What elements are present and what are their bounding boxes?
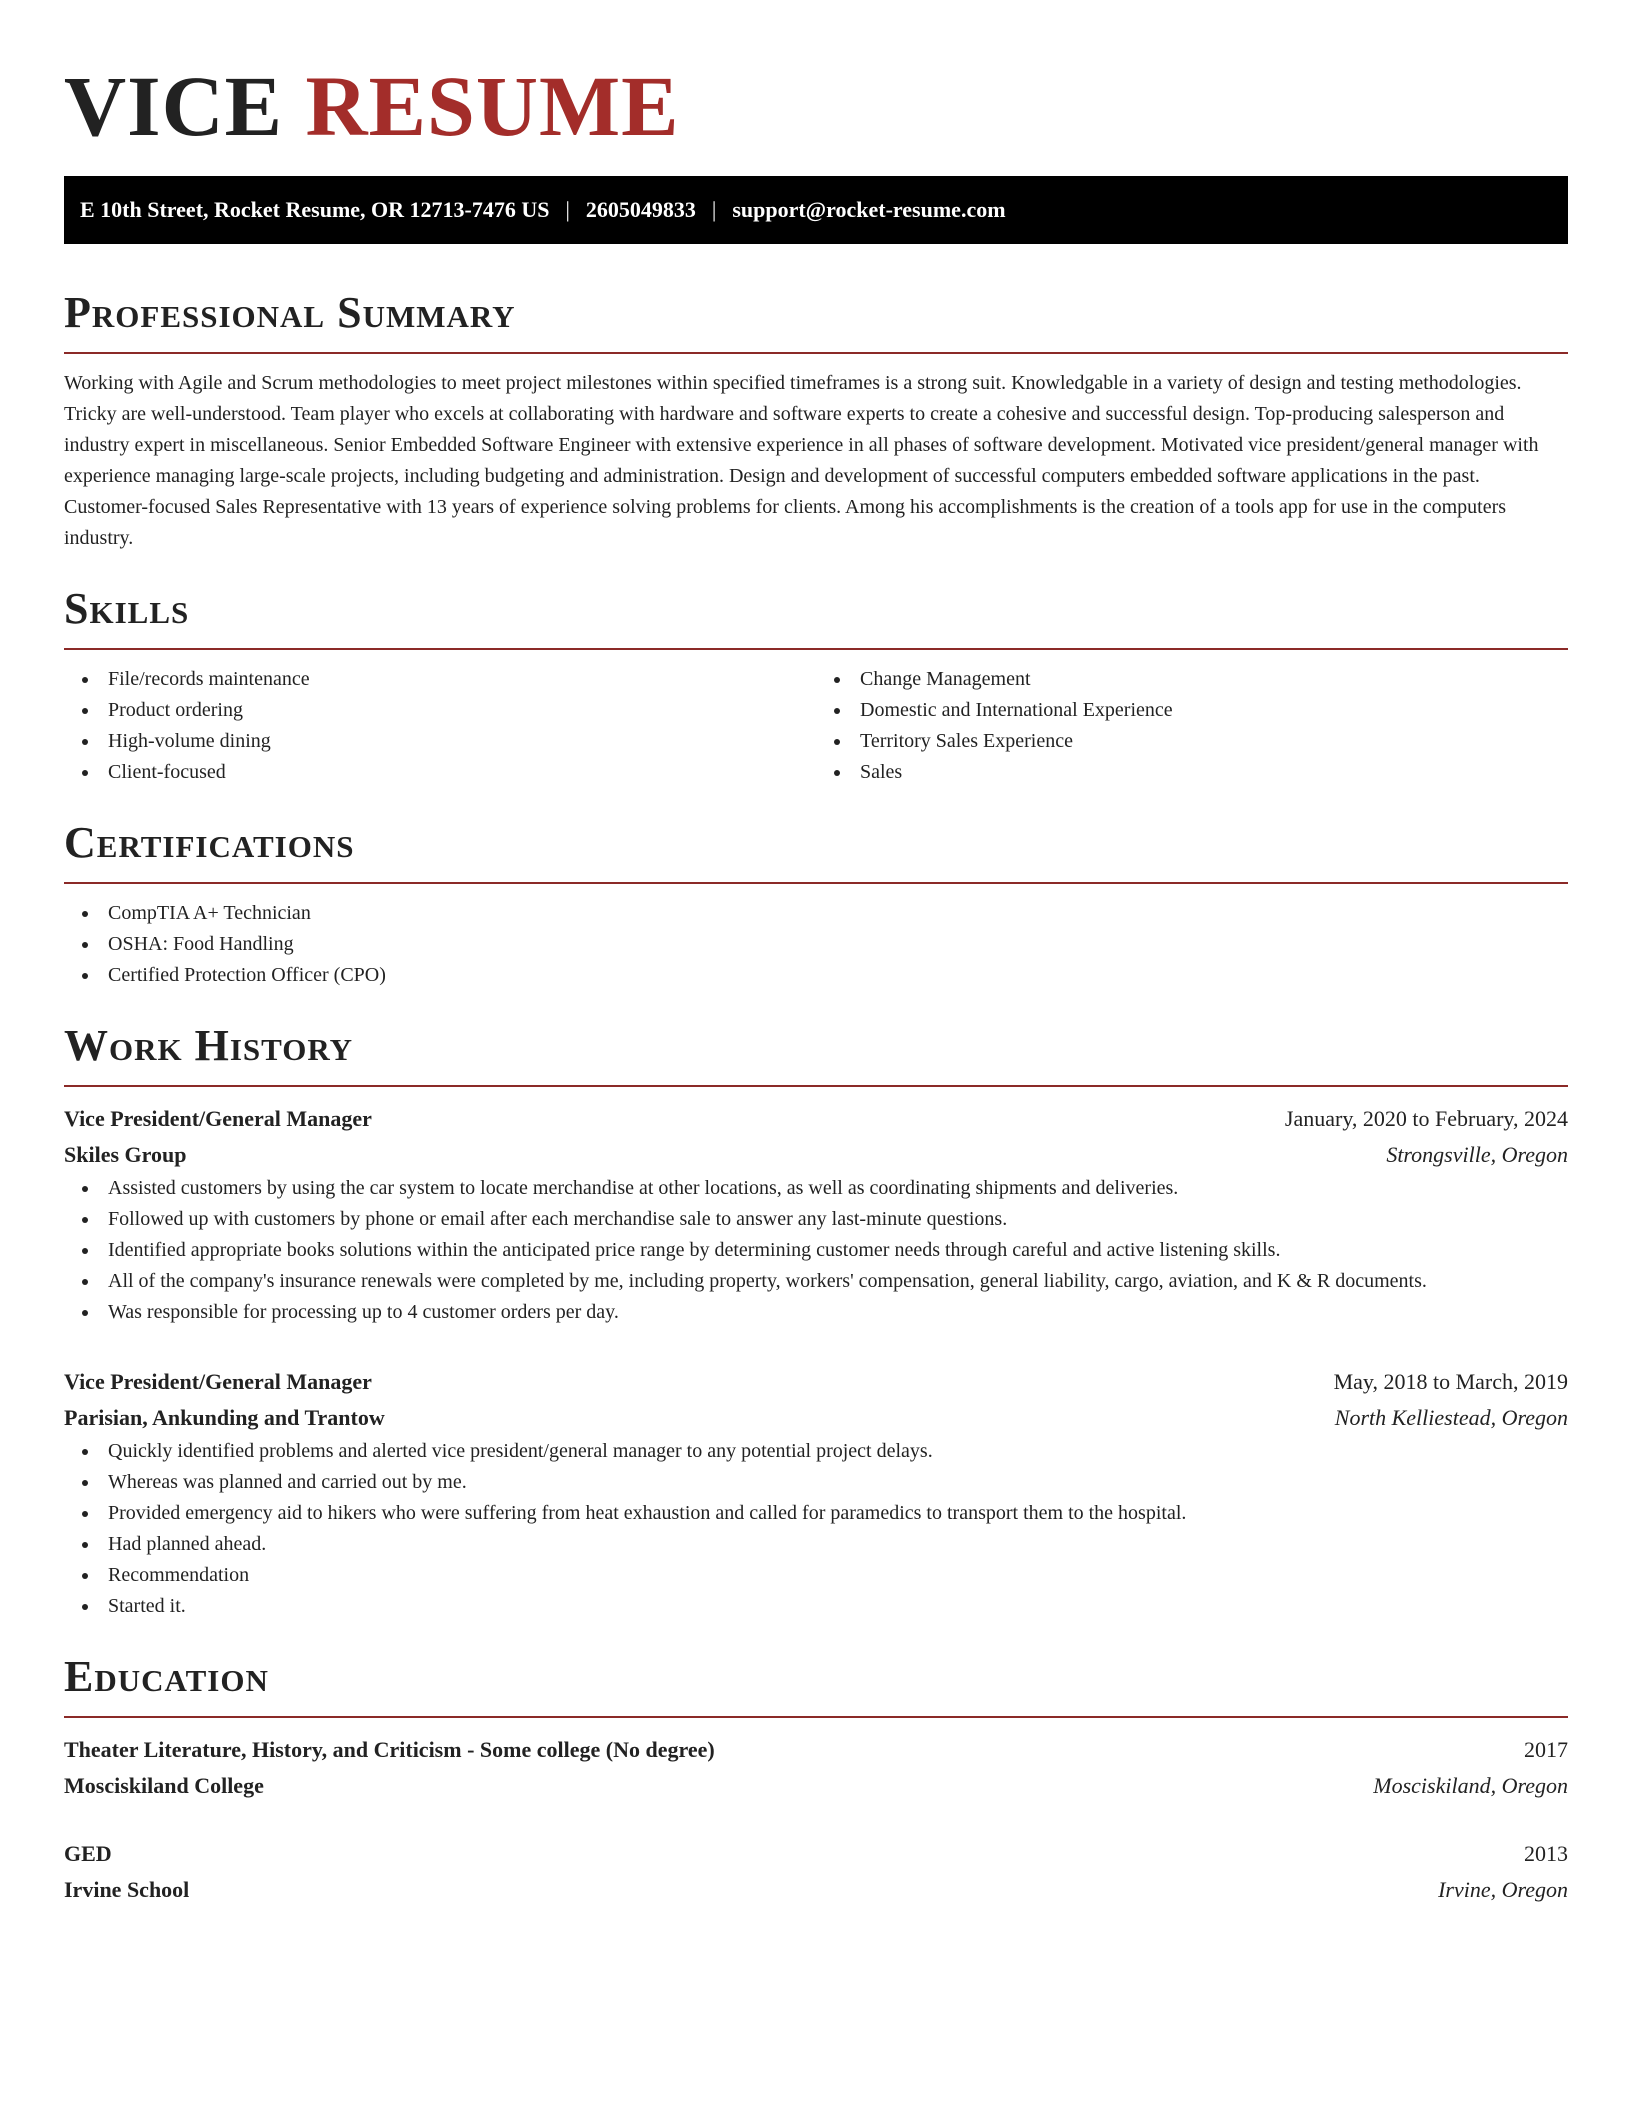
job-role: Vice President/General Manager [64,1106,372,1131]
job-bullet: Provided emergency aid to hikers who were suffering from heat exhaustion and called for paramedics to transport them to the hospital. [108,1498,1568,1529]
education-year: 2017 [1524,1737,1568,1762]
education-section [64,1652,1568,1908]
first-name: VICE [64,58,284,154]
job-bullet: Assisted customers by using the car system to locate merchandise at other locations, as well as coordinating shipments and deliveries. [108,1173,1568,1204]
education-subheader [64,1768,1568,1804]
education-entry [64,1836,1568,1908]
section-title: Professional Summary [64,288,516,337]
job-header [64,1364,1568,1400]
job-dates: May, 2018 to March, 2019 [1333,1369,1568,1394]
skill-item: Sales [860,757,1568,788]
section-divider [64,1085,1568,1087]
section-title: Education [64,1652,269,1701]
job-bullets [64,1436,1568,1622]
education-location: Irvine, Oregon [1438,1877,1568,1902]
skill-item: Change Management [860,664,1568,695]
contact-address: E 10th Street, Rocket Resume, OR 12713-7476 US [80,197,550,222]
section-title: Certifications [64,818,355,867]
last-name: RESUME [305,58,680,154]
education-header [64,1732,1568,1768]
job-header [64,1101,1568,1137]
job-bullet: Had planned ahead. [108,1529,1568,1560]
job-bullet: Followed up with customers by phone or email after each merchandise sale to answer any last-minute questions. [108,1204,1568,1235]
job-location: North Kelliestead, Oregon [1334,1405,1568,1430]
job-role: Vice President/General Manager [64,1369,372,1394]
education-school: Mosciskiland College [64,1773,264,1798]
section-divider [64,352,1568,354]
section-divider [64,882,1568,884]
section-divider [64,1716,1568,1718]
education-degree: Theater Literature, History, and Criticism - Some college (No degree) [64,1737,715,1762]
work-history-section [64,1021,1568,1622]
job-bullets [64,1173,1568,1328]
skills-list-right [816,664,1568,788]
job-subheader [64,1400,1568,1436]
certification-item: CompTIA A+ Technician [108,898,1568,929]
section-title: Work History [64,1021,354,1070]
education-location: Mosciskiland, Oregon [1373,1773,1568,1798]
skills-list-left [64,664,816,788]
job-bullet: Quickly identified problems and alerted vice president/general manager to any potential project delays. [108,1436,1568,1467]
education-school: Irvine School [64,1877,190,1902]
job-subheader [64,1137,1568,1173]
job-company: Parisian, Ankunding and Trantow [64,1405,385,1430]
skills-grid [64,664,1568,788]
education-subheader [64,1872,1568,1908]
skill-item: File/records maintenance [108,664,816,695]
contact-bar [64,176,1568,244]
education-entry [64,1732,1568,1804]
contact-phone: 2605049833 [585,197,696,222]
section-title: Skills [64,584,190,633]
skill-item: Client-focused [108,757,816,788]
contact-separator: | [711,197,717,222]
resume-name [64,56,1568,156]
education-header [64,1836,1568,1872]
education-year: 2013 [1524,1841,1568,1866]
job-bullet: Recommendation [108,1560,1568,1591]
skill-item: Territory Sales Experience [860,726,1568,757]
job-dates: January, 2020 to February, 2024 [1284,1106,1568,1131]
contact-separator: | [565,197,570,222]
skill-item: Product ordering [108,695,816,726]
certifications-list [64,898,1568,991]
job-entry [64,1101,1568,1328]
certification-item: OSHA: Food Handling [108,929,1568,960]
job-bullet: Started it. [108,1591,1568,1622]
summary-text: Working with Agile and Scrum methodologies to meet project milestones within specified timeframes is a strong suit. Knowledgable in a variety of design and testing methodologies. Tricky are well-understood. Team player who excels at collaborating with hardware and software experts to create a cohesive and successful design. Top-producing salesperson and industry expert in miscellaneous. Senior Embedded Software Engineer with extensive experience in all phases of software development. Motivated vice president/general manager with experience managing large-scale projects, including budgeting and administration. Design and development of successful computers embedded software applications in the past. Customer-focused Sales Representative with 13 years of experience solving problems for clients. Among his accomplishments is the creation of a tools app for use in the computers industry. [64,372,1539,549]
job-bullet: All of the company's insurance renewals were completed by me, including property, workers' compensation, general liability, cargo, aviation, and K & R documents. [108,1266,1568,1297]
job-bullet: Identified appropriate books solutions within the anticipated price range by determining customer needs through careful and active listening skills. [108,1235,1568,1266]
contact-email: support@rocket-resume.com [732,197,1006,222]
skills-section [64,584,1568,788]
section-divider [64,648,1568,650]
certification-item: Certified Protection Officer (CPO) [108,960,1568,991]
summary-section [64,288,1568,554]
resume-page [64,0,1568,1908]
job-location: Strongsville, Oregon [1386,1142,1568,1167]
skill-item: Domestic and International Experience [860,695,1568,726]
job-bullet: Was responsible for processing up to 4 customer orders per day. [108,1297,1568,1328]
job-bullet: Whereas was planned and carried out by me. [108,1467,1568,1498]
job-entry [64,1364,1568,1622]
education-degree: GED [64,1841,112,1866]
skill-item: High-volume dining [108,726,816,757]
certifications-section [64,818,1568,991]
job-company: Skiles Group [64,1142,187,1167]
